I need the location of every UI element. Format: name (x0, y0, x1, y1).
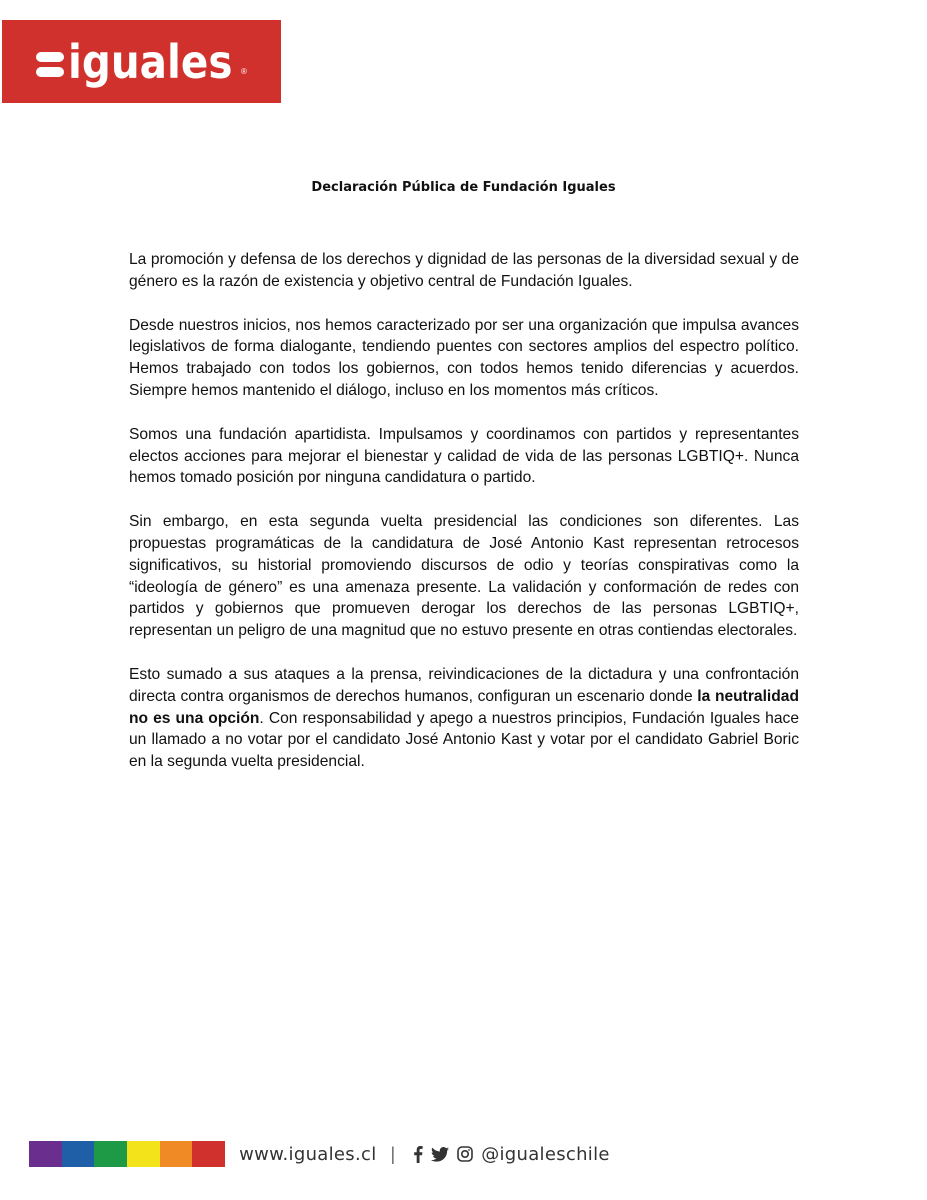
paragraph-5 (129, 664, 799, 773)
social-icons (413, 1146, 473, 1163)
flag-stripe (29, 1141, 62, 1167)
facebook-icon[interactable] (413, 1146, 423, 1163)
logo-mark-icon (36, 52, 64, 77)
paragraph-5-bold: la neutralidad no es una opción (129, 687, 799, 727)
flag-stripe (94, 1141, 127, 1167)
logo (2, 20, 281, 103)
paragraph-2: Desde nuestros inicios, nos hemos caracterizado por ser una organización que impulsa avances legislativos de forma dialogante, tendiendo puentes con sectores amplios del espectro político. Hemos trabajado con todos los gobiernos, con todos hemos tenido diferencias y acuerdos. Siempre hemos mantenido el diálogo, incluso en los momentos más críticos. (129, 316, 799, 399)
paragraph-5-end: . Con responsabilidad y apego a nuestros principios, Fundación Iguales hace un llamado a no votar por el candidato José Antonio Kast y votar por el candidato Gabriel Boric en la segunda vuelta presidencial. (129, 709, 799, 771)
paragraph-1: La promoción y defensa de los derechos y dignidad de las personas de la diversidad sexual y de género es la razón de existencia y objetivo central de Fundación Iguales. (129, 251, 799, 290)
flag-stripe (192, 1141, 225, 1167)
flag-stripe (62, 1141, 95, 1167)
paragraph-5-start: Esto sumado a sus ataques a la prensa, reivindicaciones de la dictadura y una confrontación directa contra organismos de derechos humanos, configuran un escenario donde (129, 665, 799, 705)
footer (29, 1141, 610, 1167)
twitter-icon[interactable] (431, 1147, 449, 1162)
paragraph-4: Sin embargo, en esta segunda vuelta presidencial las condiciones son diferentes. Las propuestas programáticas de la candidatura de José Antonio Kast representan retrocesos significativos, su historial promoviendo discursos de odio y teorías conspirativas como la “ideología de género” es una amenaza presente. La validación y conformación de redes con partidos y gobiernos que promueven derogar los derechos de las personas LGBTIQ+, representan un peligro de una magnitud que no estuvo presente en otras contiendas electorales. (129, 513, 799, 640)
logo-registered-mark: ® (240, 67, 247, 76)
paragraph-3: Somos una fundación apartidista. Impulsamos y coordinamos con partidos y representantes electos acciones para mejorar el bienestar y calidad de vida de las personas LGBTIQ+. Nunca hemos tomado posición por ninguna candidatura o partido. (129, 425, 799, 487)
instagram-icon[interactable] (457, 1146, 473, 1162)
footer-separator: | (390, 1143, 396, 1164)
website-link[interactable]: www.iguales.cl (239, 1143, 377, 1165)
declaration-body (129, 249, 799, 795)
flag-stripe (127, 1141, 160, 1167)
page-title: Declaración Pública de Fundación Iguales (311, 180, 616, 195)
rainbow-flag (29, 1141, 225, 1167)
flag-stripe (160, 1141, 193, 1167)
social-handle[interactable]: @igualeschile (481, 1143, 610, 1165)
logo-text: iguales (68, 34, 233, 89)
